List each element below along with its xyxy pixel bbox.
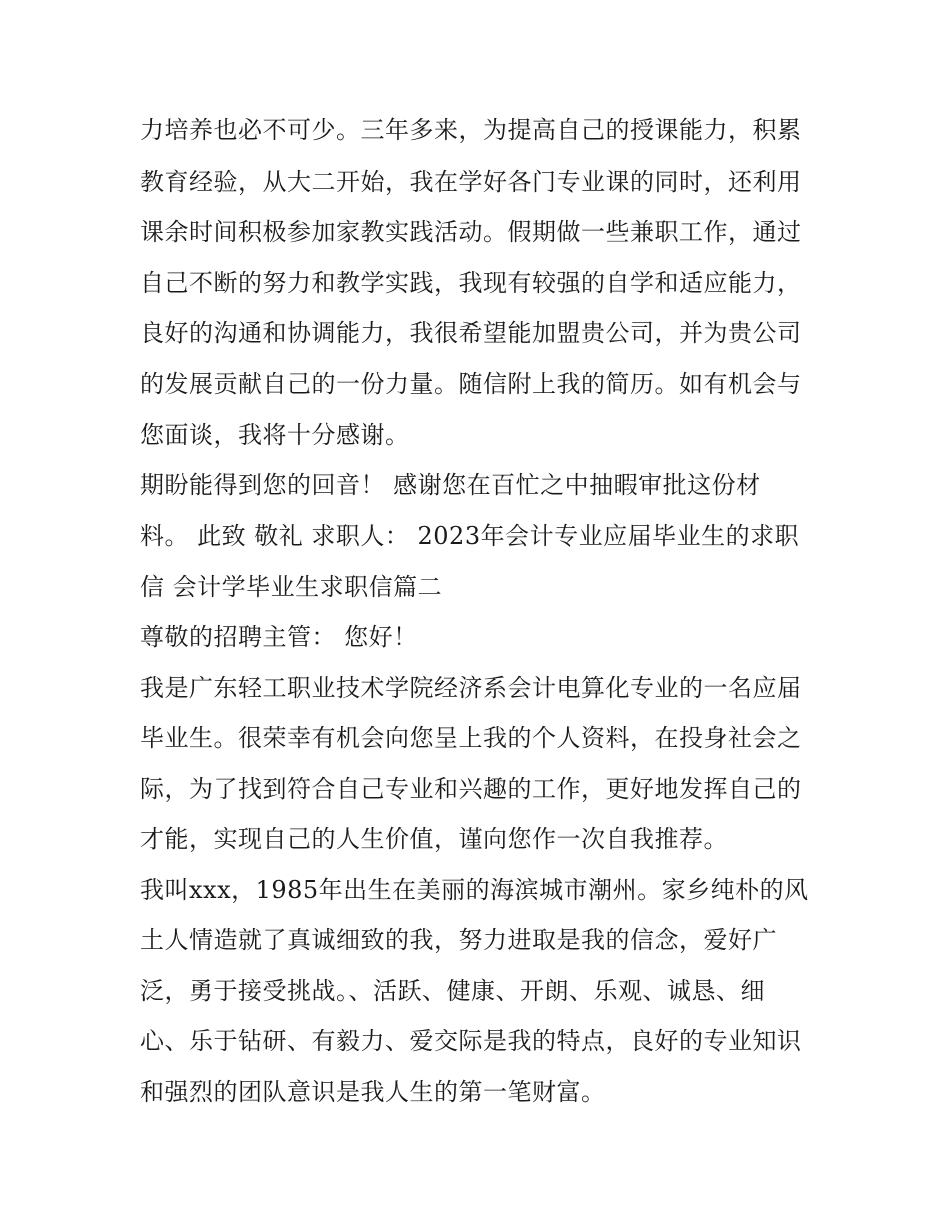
text-line: 课余时间积极参加家教实践活动。假期做一些兼职工作，通过 — [140, 218, 802, 246]
text-line: 料。 此致 敬礼 求职人： 2023年会计专业应届毕业生的求职 — [140, 522, 800, 550]
text-line: 良好的沟通和协调能力，我很希望能加盟贵公司，并为贵公司 — [140, 319, 802, 347]
text-line: 土人情造就了真诚细致的我，努力进取是我的信念，爱好广 — [140, 926, 777, 954]
text-line: 毕业生。很荣幸有机会向您呈上我的个人资料，在投身社会之 — [140, 724, 802, 752]
text-line: 我是广东轻工职业技术学院经济系会计电算化专业的一名应届 — [140, 674, 802, 702]
text-line: 教育经验，从大二开始，我在学好各门专业课的同时，还利用 — [140, 168, 802, 196]
text-line: 泛，勇于接受挑战。、活跃、健康、开朗、乐观、诚恳、细 — [140, 977, 765, 1005]
text-line: 心、乐于钻研、有毅力、爱交际是我的特点，良好的专业知识 — [140, 1027, 802, 1055]
text-line: 际，为了找到符合自己专业和兴趣的工作，更好地发挥自己的 — [140, 775, 802, 803]
text-line: 信 会计学毕业生求职信篇二 — [140, 573, 443, 601]
text-line: 自己不断的努力和教学实践，我现有较强的自学和适应能力， — [140, 269, 802, 297]
text-line: 期盼能得到您的回音！ 感谢您在百忙之中抽暇审批这份材 — [140, 471, 761, 499]
text-line: 和强烈的团队意识是我人生的第一笔财富。 — [140, 1078, 606, 1106]
text-line: 力培养也必不可少。三年多来，为提高自己的授课能力，积累 — [140, 116, 802, 144]
text-line: 尊敬的招聘主管： 您好！ — [140, 623, 418, 651]
text-line: 的发展贡献自己的一份力量。随信附上我的简历。如有机会与 — [140, 370, 802, 398]
text-line: 您面谈，我将十分感谢。 — [140, 421, 410, 449]
text-line: 才能，实现自己的人生价值，谨向您作一次自我推荐。 — [140, 825, 728, 853]
text-line: 我叫xxx，1985年出生在美丽的海滨城市潮州。家乡纯朴的风 — [140, 876, 809, 904]
